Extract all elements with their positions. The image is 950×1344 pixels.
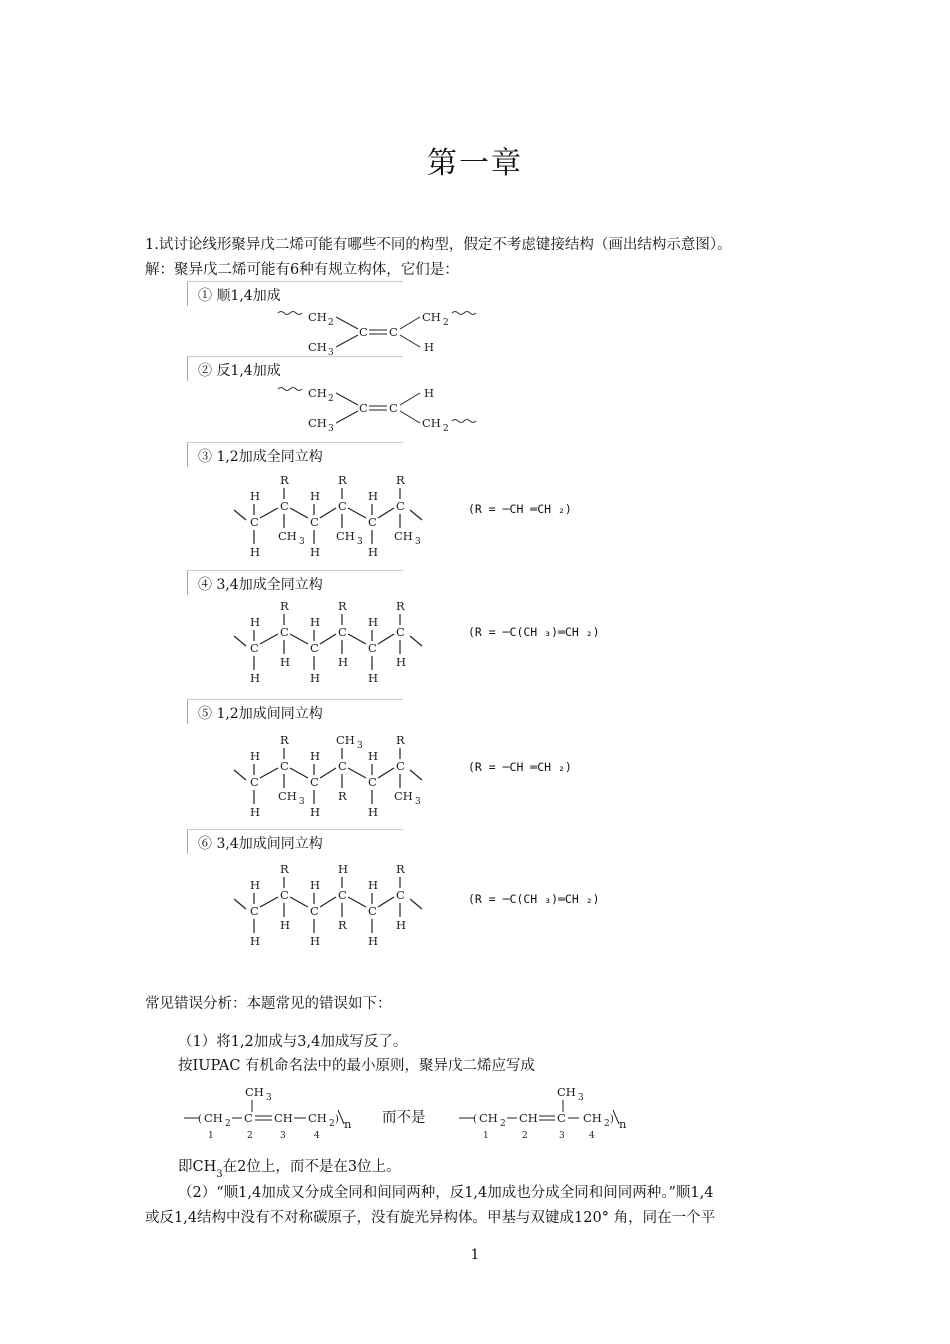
option-label-3: ③ 1,2加成全同立构 (198, 449, 323, 465)
structure-3-4-isotactic (228, 594, 438, 690)
svg-text:CH: CH (245, 1085, 264, 1099)
svg-text:C: C (368, 775, 377, 789)
svg-text:H: H (368, 489, 379, 503)
svg-text:1: 1 (483, 1131, 489, 1141)
svg-text:2: 2 (522, 1131, 528, 1141)
svg-text:R: R (280, 733, 289, 747)
svg-text:H: H (250, 749, 261, 763)
svg-text:H: H (250, 878, 261, 892)
svg-text:C: C (338, 625, 347, 639)
svg-text:R: R (280, 599, 289, 613)
svg-text:2: 2 (443, 318, 449, 328)
svg-text:C: C (396, 625, 405, 639)
iupac-text: 按IUPAC 有机命名法中的最小原则，聚异戊二烯应写成 (178, 1058, 536, 1074)
svg-text:R: R (396, 733, 405, 747)
svg-text:C: C (250, 641, 259, 655)
svg-text:H: H (396, 655, 407, 669)
svg-text:3: 3 (328, 424, 334, 434)
svg-text:2: 2 (329, 1119, 335, 1129)
svg-text:H: H (368, 615, 379, 629)
svg-text:H: H (310, 545, 321, 559)
svg-text:3: 3 (266, 1093, 272, 1103)
svg-text:C: C (368, 904, 377, 918)
svg-text:H: H (250, 671, 261, 685)
svg-text:H: H (310, 615, 321, 629)
svg-text:C: C (338, 888, 347, 902)
svg-text:CH: CH (204, 1111, 223, 1125)
svg-text:): ) (335, 1114, 339, 1125)
svg-text:R: R (396, 862, 405, 876)
svg-text:2: 2 (247, 1131, 253, 1141)
svg-text:H: H (310, 671, 321, 685)
svg-text:C: C (359, 401, 368, 415)
structure-1-2-isotactic (228, 468, 438, 564)
option-label-5: ⑤ 1,2加成间同立构 (198, 706, 323, 722)
svg-text:C: C (280, 759, 289, 773)
svg-text:C: C (396, 888, 405, 902)
svg-text:CH: CH (308, 340, 327, 354)
svg-text:3: 3 (357, 537, 363, 547)
svg-text:H: H (368, 545, 379, 559)
svg-text:CH: CH (422, 416, 441, 430)
svg-text:R: R (396, 473, 405, 487)
svg-text:n: n (344, 1117, 352, 1131)
svg-text:2: 2 (604, 1119, 610, 1129)
svg-text:CH: CH (394, 529, 413, 543)
svg-text:H: H (280, 655, 291, 669)
svg-text:R: R (338, 918, 347, 932)
page-title: 第一章 (427, 146, 523, 181)
svg-text:H: H (280, 918, 291, 932)
svg-text:3: 3 (415, 797, 421, 807)
svg-text:R: R (338, 599, 347, 613)
formula-correct (180, 1082, 370, 1142)
svg-text:H: H (250, 545, 261, 559)
svg-text:CH: CH (274, 1111, 293, 1125)
svg-text:2: 2 (443, 424, 449, 434)
svg-text:H: H (310, 934, 321, 948)
svg-text:1: 1 (208, 1131, 214, 1141)
svg-text:R: R (280, 473, 289, 487)
svg-text:C: C (280, 499, 289, 513)
svg-text:C: C (338, 499, 347, 513)
svg-text:H: H (368, 749, 379, 763)
svg-text:H: H (250, 489, 261, 503)
svg-text:H: H (368, 671, 379, 685)
svg-text:CH: CH (583, 1111, 602, 1125)
svg-text:CH: CH (519, 1111, 538, 1125)
structure-trans-1-4 (270, 381, 490, 437)
svg-text:H: H (310, 489, 321, 503)
svg-text:H: H (310, 749, 321, 763)
svg-text:H: H (250, 934, 261, 948)
svg-text:C: C (310, 641, 319, 655)
svg-text:C: C (280, 625, 289, 639)
svg-text:CH: CH (422, 310, 441, 324)
error-item-2-line1: （2）“顺1,4加成又分成全同和间同两种，反1,4加成也分成全同和间同两种。”顺1,4 (178, 1185, 714, 1201)
svg-text:(: ( (198, 1114, 202, 1125)
not-text: 而不是 (382, 1110, 426, 1126)
svg-text:C: C (310, 775, 319, 789)
error-item-2-line2: 或反1,4结构中没有不对称碳原子，没有旋光异构体。甲基与双键成120° 角，同在一个平 (145, 1210, 716, 1226)
svg-text:C: C (368, 641, 377, 655)
errors-heading: 常见错误分析：本题常见的错误如下： (145, 996, 392, 1012)
svg-text:H: H (368, 934, 379, 948)
svg-text:C: C (396, 759, 405, 773)
formula-incorrect (455, 1082, 645, 1142)
structure-cis-1-4 (270, 305, 490, 357)
svg-text:CH: CH (557, 1085, 576, 1099)
svg-text:H: H (368, 805, 379, 819)
svg-text:4: 4 (589, 1131, 595, 1141)
svg-text:CH: CH (278, 789, 297, 803)
svg-text:C: C (389, 401, 398, 415)
svg-text:H: H (424, 340, 435, 354)
svg-text:H: H (424, 386, 435, 400)
structure-1-2-syndiotactic (228, 728, 438, 824)
svg-text:C: C (389, 325, 398, 339)
svg-text:CH: CH (336, 733, 355, 747)
svg-text:C: C (250, 775, 259, 789)
svg-text:n: n (619, 1117, 627, 1131)
svg-text:R: R (338, 789, 347, 803)
svg-text:R: R (280, 862, 289, 876)
svg-text:3: 3 (559, 1131, 565, 1141)
option-label-1: ① 顺1,4加成 (198, 288, 281, 304)
r-note-6: (R = ─C(CH ₃)═CH ₂) (468, 892, 600, 906)
svg-text:H: H (310, 878, 321, 892)
svg-text:C: C (338, 759, 347, 773)
error-item-1: （1）将1,2加成与3,4加成写反了。 (178, 1034, 408, 1050)
svg-text:H: H (250, 615, 261, 629)
svg-text:CH: CH (394, 789, 413, 803)
svg-text:CH: CH (479, 1111, 498, 1125)
svg-text:C: C (280, 888, 289, 902)
svg-text:C: C (396, 499, 405, 513)
svg-text:CH: CH (308, 310, 327, 324)
svg-text:CH: CH (308, 1111, 327, 1125)
svg-text:4: 4 (314, 1131, 320, 1141)
page-number: 1 (470, 1247, 480, 1263)
svg-text:H: H (338, 862, 349, 876)
svg-text:C: C (244, 1111, 253, 1125)
svg-text:H: H (368, 878, 379, 892)
svg-text:2: 2 (225, 1119, 231, 1129)
r-note-4: (R = ─C(CH ₃)═CH ₂) (468, 625, 600, 639)
svg-text:R: R (396, 599, 405, 613)
svg-text:3: 3 (328, 348, 334, 357)
svg-text:): ) (610, 1114, 614, 1125)
svg-text:R: R (338, 473, 347, 487)
structure-3-4-syndiotactic (228, 857, 438, 953)
svg-text:3: 3 (357, 741, 363, 751)
svg-text:CH: CH (308, 416, 327, 430)
answer-text: 解：聚异戊二烯可能有6种有规立构体，它们是： (145, 262, 459, 278)
svg-text:3: 3 (280, 1131, 286, 1141)
svg-text:C: C (250, 515, 259, 529)
question-text: 1.试讨论线形聚异戊二烯可能有哪些不同的构型，假定不考虑键接结构（画出结构示意图）。 (145, 237, 732, 253)
svg-text:3: 3 (415, 537, 421, 547)
r-note-5: (R = ─CH ═CH ₂) (468, 760, 572, 774)
svg-text:2: 2 (328, 394, 334, 404)
svg-text:CH: CH (308, 386, 327, 400)
svg-text:C: C (310, 904, 319, 918)
svg-text:3: 3 (299, 797, 305, 807)
svg-text:(: ( (473, 1114, 477, 1125)
option-label-2: ② 反1,4加成 (198, 363, 281, 379)
svg-text:CH: CH (278, 529, 297, 543)
svg-text:H: H (396, 918, 407, 932)
svg-text:2: 2 (328, 318, 334, 328)
option-label-4: ④ 3,4加成全同立构 (198, 577, 323, 593)
svg-text:3: 3 (299, 537, 305, 547)
svg-text:H: H (338, 655, 349, 669)
svg-text:H: H (250, 805, 261, 819)
svg-text:H: H (310, 805, 321, 819)
option-label-6: ⑥ 3,4加成间同立构 (198, 836, 323, 852)
svg-text:CH: CH (336, 529, 355, 543)
svg-text:3: 3 (578, 1093, 584, 1103)
ch3-position-text: 即$CH_3$在2位上，而不是在3位上。 (178, 1159, 401, 1180)
svg-text:C: C (250, 904, 259, 918)
r-note-3: (R = ─CH ═CH ₂) (468, 502, 572, 516)
svg-text:C: C (310, 515, 319, 529)
svg-text:C: C (359, 325, 368, 339)
svg-text:C: C (557, 1111, 566, 1125)
svg-text:2: 2 (500, 1119, 506, 1129)
svg-text:C: C (368, 515, 377, 529)
